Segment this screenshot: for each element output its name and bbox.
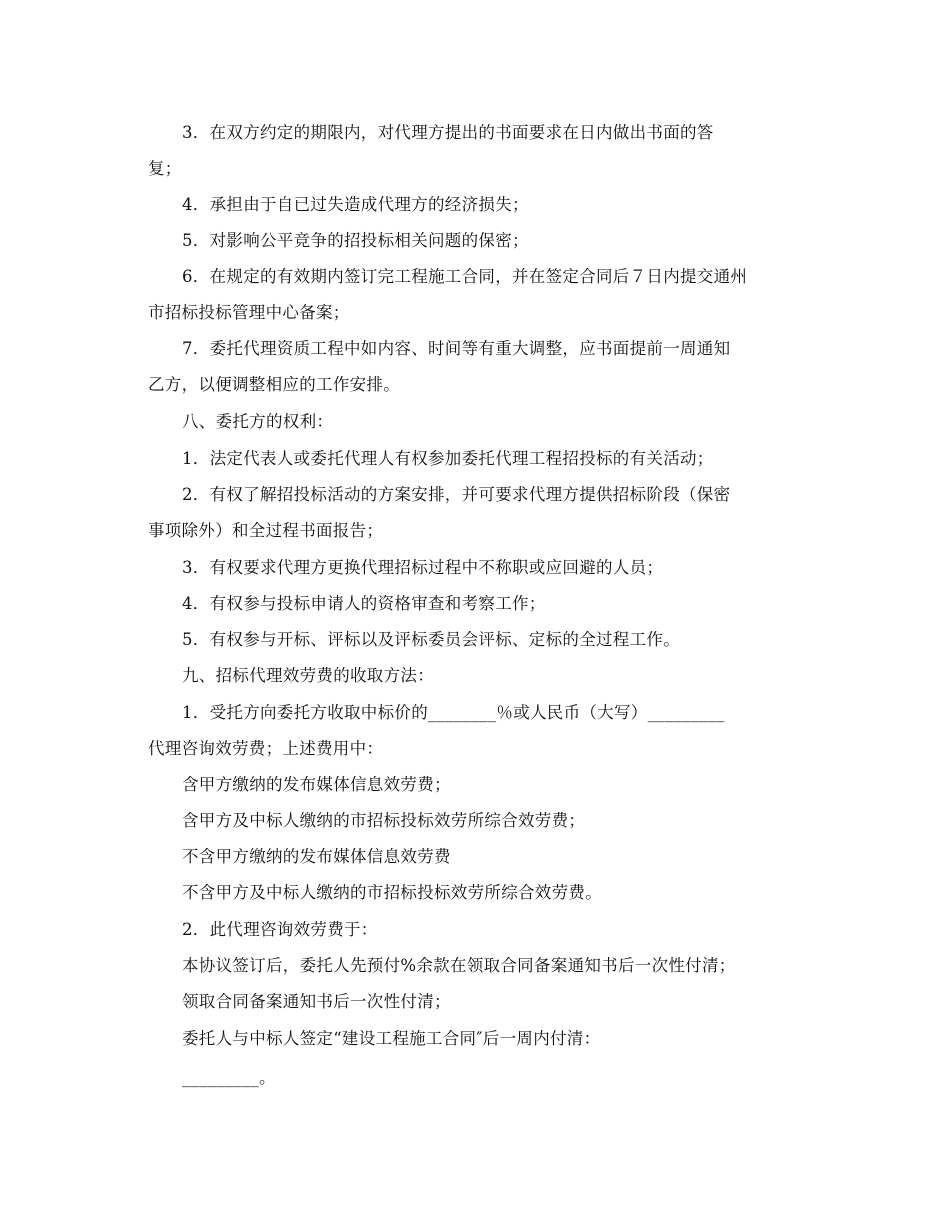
- paragraph-line: 1．受托方向委托方收取中标价的________％或人民币（大写）_________: [182, 703, 725, 722]
- paragraph-line: 含甲方及中标人缴纳的市招标投标效劳所综合效劳费；: [182, 811, 586, 830]
- paragraph-line: 2．此代理咨询效劳费于：: [182, 920, 378, 939]
- paragraph-line: 2．有权了解招投标活动的方案安排，并可要求代理方提供招标阶段（保密: [182, 485, 731, 504]
- paragraph-line: 复；: [148, 159, 182, 178]
- paragraph-line: 事项除外）和全过程书面报告；: [148, 521, 384, 540]
- section-heading: 八、委托方的权利：: [182, 412, 334, 431]
- section-heading: 九、招标代理效劳费的收取方法：: [182, 666, 434, 685]
- paragraph-line: 3．在双方约定的期限内，对代理方提出的书面要求在日内做出书面的答: [182, 123, 714, 142]
- paragraph-line: _________。: [182, 1068, 276, 1087]
- paragraph-line: 4．有权参与投标申请人的资格审查和考察工作；: [182, 594, 546, 613]
- paragraph-line: 市招标投标管理中心备案；: [148, 303, 350, 322]
- paragraph-line: 5．对影响公平竞争的招投标相关问题的保密；: [182, 231, 529, 250]
- paragraph-line: 含甲方缴纳的发布媒体信息效劳费；: [182, 775, 451, 794]
- paragraph-line: 领取合同备案通知书后一次性付清；: [182, 992, 451, 1011]
- paragraph-line: 不含甲方缴纳的发布媒体信息效劳费: [182, 847, 451, 866]
- paragraph-line: 1．法定代表人或委托代理人有权参加委托代理工程招投标的有关活动；: [182, 449, 714, 468]
- paragraph-line: 本协议签订后，委托人先预付%余款在领取合同备案通知书后一次性付清；: [182, 956, 736, 975]
- paragraph-line: 3．有权要求代理方更换代理招标过程中不称职或应回避的人员；: [182, 558, 664, 577]
- paragraph-line: 7．委托代理资质工程中如内容、时间等有重大调整，应书面提前一周通知: [182, 339, 731, 358]
- paragraph-line: 乙方，以便调整相应的工作安排。: [148, 375, 400, 394]
- paragraph-line: 4．承担由于自已过失造成代理方的经济损失；: [182, 195, 529, 214]
- paragraph-line: 5．有权参与开标、评标以及评标委员会评标、定标的全过程工作。: [182, 630, 680, 649]
- paragraph-line: 代理咨询效劳费；上述费用中：: [148, 739, 384, 758]
- paragraph-line: 委托人与中标人签定“建设工程施工合同″后一周内付清：: [182, 1029, 601, 1048]
- paragraph-line: 不含甲方及中标人缴纳的市招标投标效劳所综合效劳费。: [182, 883, 602, 902]
- paragraph-line: 6．在规定的有效期内签订完工程施工合同，并在签定合同后７日内提交通州: [182, 267, 748, 286]
